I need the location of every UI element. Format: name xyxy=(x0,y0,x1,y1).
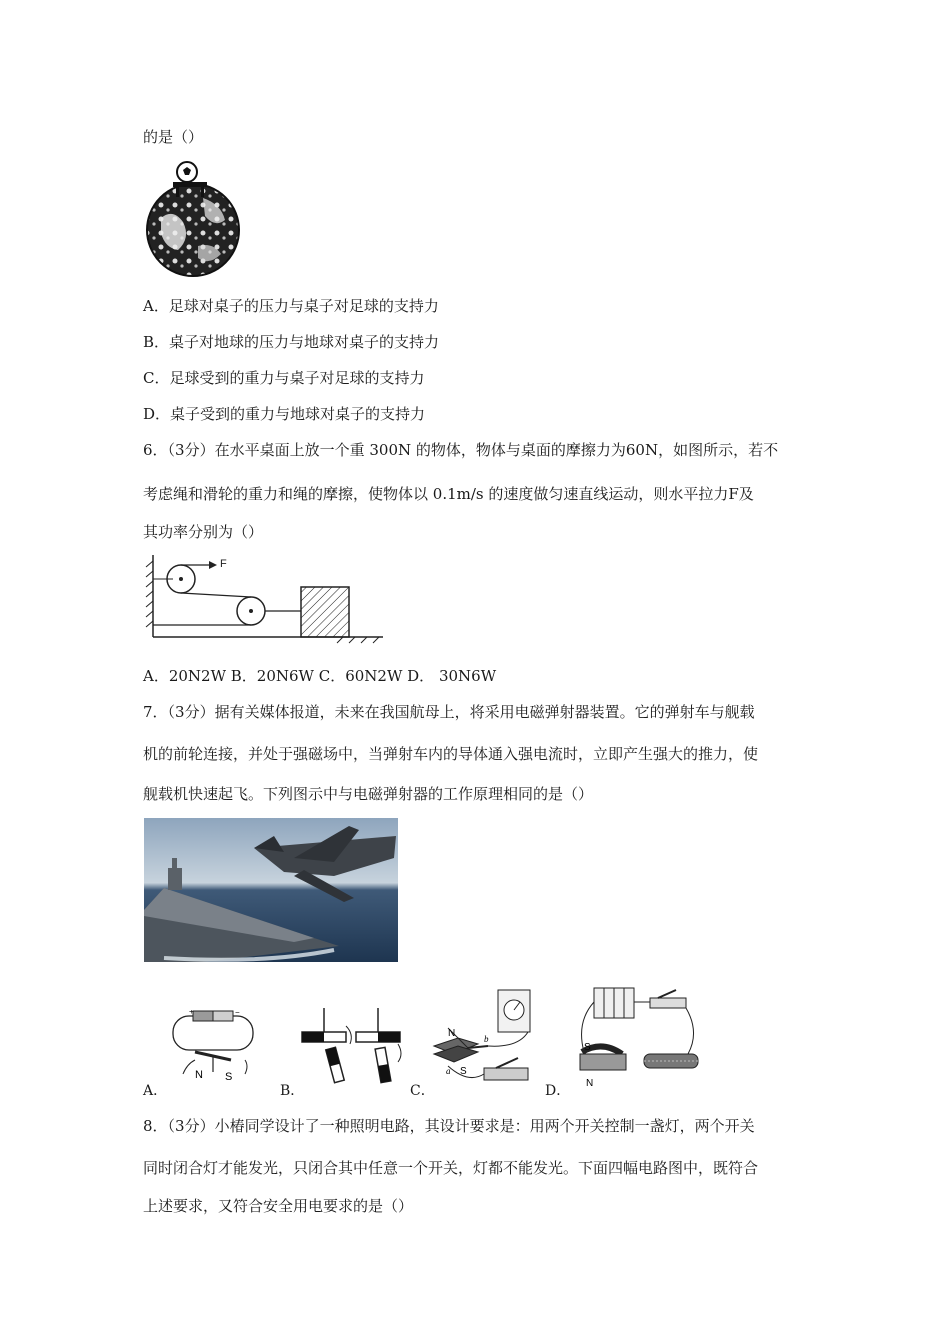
pulley-system-figure xyxy=(143,555,388,647)
svg-text:N: N xyxy=(448,1028,456,1039)
svg-text:N: N xyxy=(586,1078,594,1089)
earth-globe xyxy=(147,184,239,276)
option-7c-figure xyxy=(428,988,538,1088)
option-7a-label: A． xyxy=(143,1083,168,1099)
svg-text:S: S xyxy=(460,1066,467,1077)
question-7-line-2: 机的前轮连接，并处于强磁场中，当弹射车内的导体通入强电流时，立即产生强大的推力，使 xyxy=(143,745,759,763)
question-6-line-1: 6．（3分）在水平桌面上放一个重 300N 的物体，物体与桌面的摩擦力为60N，如图所示，若不 xyxy=(143,441,779,459)
option-5b: B．桌子对地球的压力与地球对桌子的支持力 xyxy=(143,333,440,351)
option-7d-label: D． xyxy=(545,1083,571,1099)
question-8-line-3: 上述要求，又符合安全用电要求的是（） xyxy=(143,1197,414,1215)
svg-text:b: b xyxy=(484,1034,489,1044)
svg-text:N: N xyxy=(195,1069,203,1081)
block xyxy=(301,587,349,637)
svg-text:−: − xyxy=(235,1010,240,1017)
option-7d-figure xyxy=(572,982,704,1092)
earth-table-ball-figure xyxy=(143,158,243,278)
question-8-line-2: 同时闭合灯才能发光，只闭合其中任意一个开关，灯都不能发光。下面四幅电路图中，既符合 xyxy=(143,1159,759,1177)
force-arrow xyxy=(209,561,217,569)
question-7-line-3: 舰载机快速起飞。下列图示中与电磁弹射器的工作原理相同的是（） xyxy=(143,785,594,803)
option-5d: D．桌子受到的重力与地球对桌子的支持力 xyxy=(143,405,426,423)
question-5-stem-tail: 的是（） xyxy=(143,128,204,146)
svg-text:S: S xyxy=(225,1071,233,1082)
svg-text:a: a xyxy=(446,1066,451,1076)
option-7b-figure xyxy=(298,1004,408,1088)
football xyxy=(177,162,197,182)
option-7b-label: B． xyxy=(280,1083,305,1099)
option-5a: A．足球对桌子的压力与桌子对足球的支持力 xyxy=(143,297,439,315)
svg-text:S: S xyxy=(584,1042,591,1053)
carrier-photo xyxy=(144,818,398,962)
option-5c: C．足球受到的重力与桌子对足球的支持力 xyxy=(143,369,425,387)
option-7c-label: C． xyxy=(410,1083,435,1099)
question-6-line-2: 考虑绳和滑轮的重力和绳的摩擦，使物体以 0.1m/s 的速度做匀速直线运动，则水平拉力F及 xyxy=(143,485,754,503)
option-7a-figure xyxy=(165,1010,261,1082)
question-6-line-3: 其功率分别为（） xyxy=(143,523,264,541)
question-6-options: A．20N2W B．20N6W C．60N2W D． 30N6W xyxy=(143,667,497,685)
question-8-line-1: 8．（3分）小椿同学设计了一种照明电路，其设计要求是：用两个开关控制一盏灯，两个开关 xyxy=(143,1117,755,1135)
question-7-line-1: 7．（3分）据有关媒体报道，未来在我国航母上，将采用电磁弹射器装置。它的弹射车与舰载 xyxy=(143,703,755,721)
svg-text:+: + xyxy=(189,1010,194,1016)
force-label: F xyxy=(220,558,227,570)
